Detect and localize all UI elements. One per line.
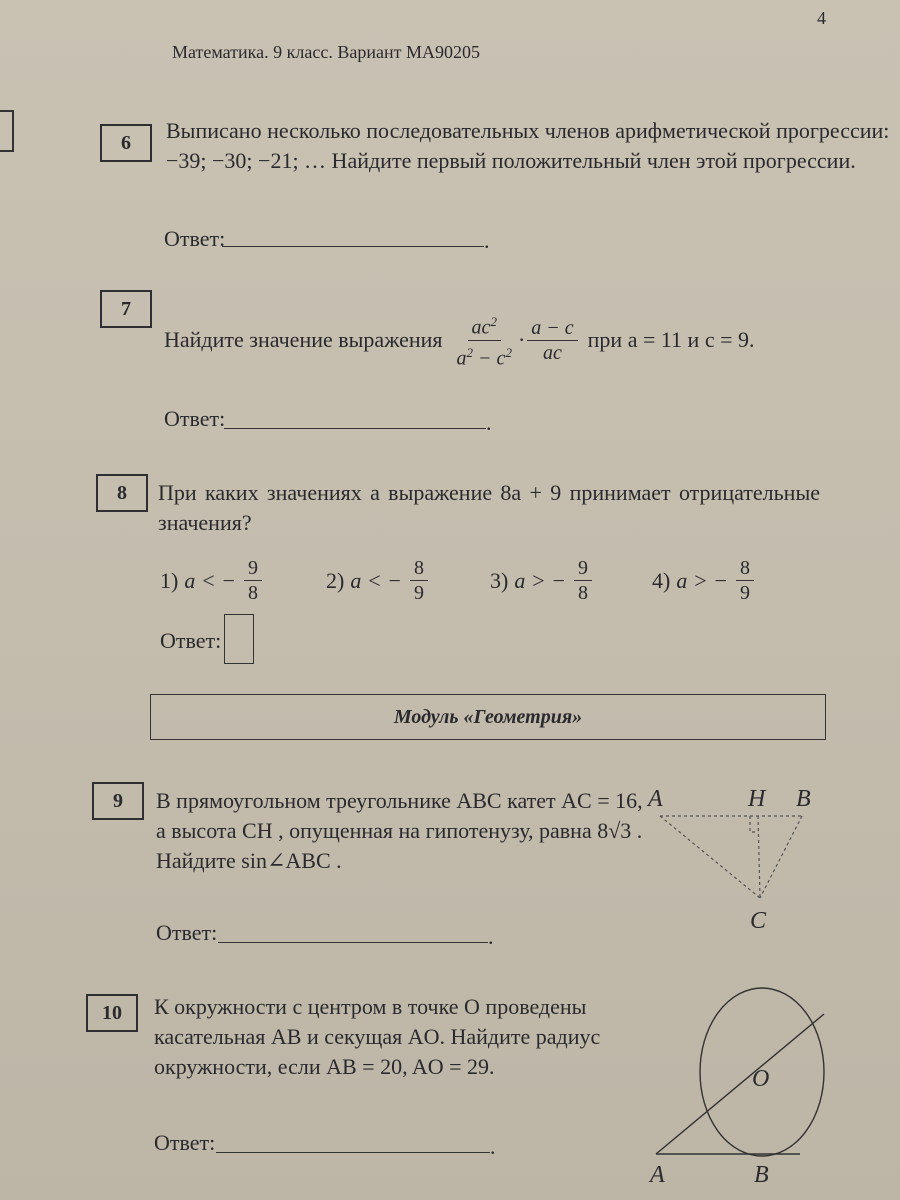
question-10-line3: окружности, если AB = 20, AO = 29. <box>154 1054 495 1079</box>
module-title: Модуль «Геометрия» <box>393 705 583 728</box>
question-9-line3: Найдите sin∠ABC . <box>156 848 342 873</box>
question-10-line2: касательная AB и секущая AO. Найдите радиус <box>154 1024 601 1049</box>
question-6-answer-line[interactable] <box>222 246 484 247</box>
question-8-text <box>158 478 820 538</box>
question-7-answer-period: . <box>486 410 492 435</box>
question-6-line1: Выписано несколько последовательных членов арифметической прогрессии: <box>166 118 890 143</box>
question-9-answer-label: Ответ: <box>156 920 218 945</box>
question-10-answer-line[interactable] <box>216 1152 490 1153</box>
question-8-answer-box[interactable] <box>224 614 254 664</box>
question-10-circle-figure <box>640 980 840 1170</box>
question-8-line2: значения? <box>158 510 252 535</box>
right-angle-mark <box>750 816 758 832</box>
question-8-option-4[interactable]: 4) a > − $\frac{8}{9}$ <box>652 556 756 605</box>
question-6-text <box>166 116 889 176</box>
question-8-number: 8 <box>96 474 148 512</box>
question-9-line2: а высота CH , опущенная на гипотенузу, равна 8√3 . <box>156 818 643 843</box>
question-10-line1: К окружности с центром в точке O проведены <box>154 994 587 1019</box>
question-9-text <box>156 786 643 876</box>
question-7-text <box>164 310 755 370</box>
height-ch <box>758 816 760 898</box>
triangle-label-c: C <box>750 908 767 934</box>
question-9-number: 9 <box>92 782 144 820</box>
question-8-option-2[interactable]: 2) a < − $\frac{8}{9}$ <box>326 556 430 605</box>
question-6-answer-label: Ответ: <box>164 226 226 251</box>
question-8-answer-label: Ответ: <box>160 628 222 653</box>
secant-ao <box>656 1014 824 1154</box>
circle-label-o: O <box>752 1066 770 1092</box>
circle-label-a: A <box>650 1162 665 1188</box>
question-10-number: 10 <box>86 994 138 1032</box>
triangle-label-a: A <box>648 786 663 812</box>
question-9-answer-line[interactable] <box>218 942 488 943</box>
question-9-line1: В прямоугольном треугольнике ABC катет AC = 16, <box>156 788 643 813</box>
page-header: Математика. 9 класс. Вариант МА90205 <box>172 42 480 62</box>
question-6-line2: −39; −30; −21; … Найдите первый положительный член этой прогрессии. <box>166 148 856 173</box>
module-geometry-banner <box>150 694 826 740</box>
triangle-label-h: H <box>748 786 766 812</box>
question-6-answer-period: . <box>484 228 490 253</box>
question-10-answer-period: . <box>490 1134 496 1159</box>
triangle-label-b: B <box>796 786 811 812</box>
question-8-option-1[interactable]: 1) a < − $\frac{9}{8}$ <box>160 556 264 605</box>
question-8-line1: При каких значениях a выражение 8a + 9 принимает отрицательные <box>158 480 820 505</box>
question-7-answer-label: Ответ: <box>164 406 226 431</box>
question-9-answer-period: . <box>488 924 494 949</box>
question-7-dot: · <box>517 327 526 353</box>
margin-box <box>0 110 14 152</box>
question-7-suffix: при a = 11 и c = 9. <box>587 327 755 353</box>
question-8-option-3[interactable]: 3) a > − $\frac{9}{8}$ <box>490 556 594 605</box>
question-10-text <box>154 992 600 1082</box>
leg-ac <box>660 816 760 898</box>
question-7-fraction-1: $\frac{ac^2}{a^2 - c^2}$ <box>453 310 516 370</box>
question-10-answer-label: Ответ: <box>154 1130 216 1155</box>
page-number: 4 <box>817 8 826 28</box>
question-7-prefix: Найдите значение выражения <box>164 327 443 353</box>
circle-label-b: B <box>754 1162 769 1188</box>
leg-bc <box>760 816 802 898</box>
question-6-number: 6 <box>100 124 152 162</box>
question-7-answer-line[interactable] <box>224 428 486 429</box>
question-7-number: 7 <box>100 290 152 328</box>
question-7-fraction-2: $\frac{a - c}{ac}$ <box>527 316 577 365</box>
